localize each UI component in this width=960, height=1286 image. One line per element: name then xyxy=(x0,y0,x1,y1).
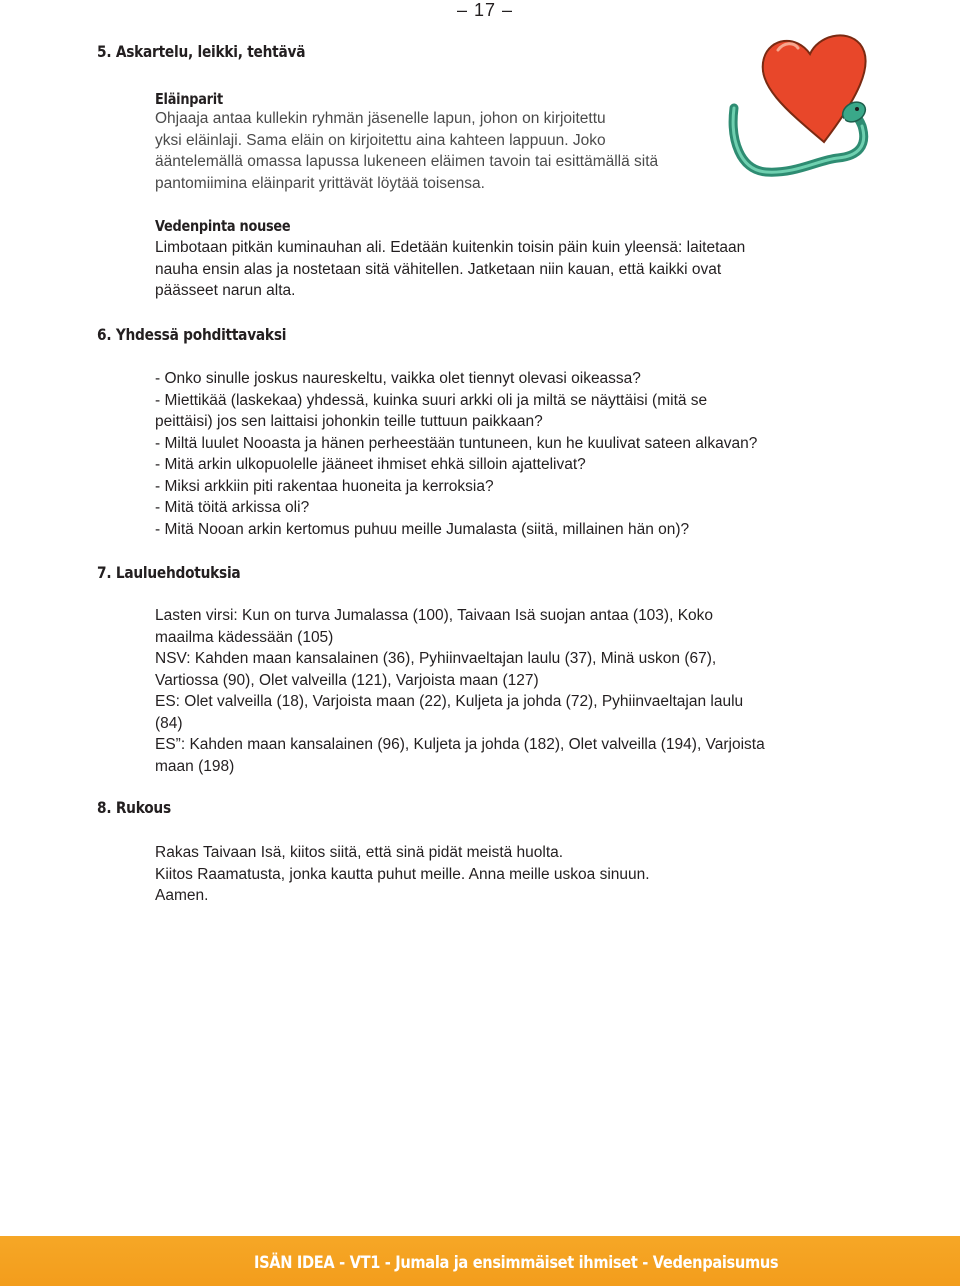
animal-pairs-text xyxy=(155,108,658,194)
question-line: - Mitä töitä arkissa oli? xyxy=(155,499,310,516)
question-line: - Miltä luulet Nooasta ja hänen perheestään tuntuneen, kun he kuulivat sateen alkavan? xyxy=(155,434,758,452)
song-line: maailma kädessään (105) xyxy=(155,628,334,646)
question-line: - Mitä Nooan arkin kertomus puhuu meille Jumalasta (siitä, millainen hän on)? xyxy=(155,520,690,538)
text-line: päässeet narun alta. xyxy=(155,282,296,299)
reflection-questions xyxy=(155,368,757,540)
page-number: – 17 – xyxy=(457,0,514,20)
song-suggestions xyxy=(155,605,765,777)
footer-text: ISÄN IDEA - VT1 - Jumala ja ensimmäiset ihmiset - Vedenpaisumus xyxy=(254,1253,779,1273)
song-line: ES”: Kahden maan kansalainen (96), Kuljeta ja johda (182), Olet valveilla (194), Varjoista xyxy=(155,736,765,753)
question-line: - Onko sinulle joskus naureskeltu, vaikka olet tiennyt olevasi oikeassa? xyxy=(155,370,641,387)
water-rising-title: Vedenpinta nousee xyxy=(155,217,291,235)
song-line: maan (198) xyxy=(155,757,235,775)
prayer-line: Rakas Taivaan Isä, kiitos siitä, että sinä pidät meistä huolta. xyxy=(155,844,564,861)
text-line: ääntelemällä omassa lapussa lukeneen eläimen tavoin tai esittämällä sitä xyxy=(155,153,659,170)
text-line: yksi eläinlaji. Sama eläin on kirjoitettu aina kahteen lappuun. Joko xyxy=(155,131,606,149)
prayer-text xyxy=(155,842,650,907)
section-7-heading: 7. Lauluehdotuksia xyxy=(97,563,241,582)
text-line: pantomiimina eläinparit yrittävät löytää toisensa. xyxy=(155,174,485,192)
heart-and-snake-illustration xyxy=(726,30,902,180)
song-line: Lasten virsi: Kun on turva Jumalassa (100), Taivaan Isä suojan antaa (103), Koko xyxy=(155,607,714,624)
text-line: Limbotaan pitkän kuminauhan ali. Edetään kuitenkin toisin päin kuin yleensä: laitetaan xyxy=(155,239,746,256)
song-line: (84) xyxy=(155,714,183,732)
animal-pairs-title: Eläinparit xyxy=(155,90,223,108)
text-line: nauha ensin alas ja nostetaan sitä vähitellen. Jatketaan niin kauan, että kaikki ovat xyxy=(155,260,722,278)
question-line: peittäisi) jos sen laittaisi johonkin teille tuttuun paikkaan? xyxy=(155,413,543,430)
song-line: Vartiossa (90), Olet valveilla (121), Varjoista maan (127) xyxy=(155,671,539,689)
song-line: ES: Olet valveilla (18), Varjoista maan (22), Kuljeta ja johda (72), Pyhiinvaeltajan laulu xyxy=(155,693,744,710)
section-5-heading: 5. Askartelu, leikki, tehtävä xyxy=(97,42,306,61)
prayer-line: Aamen. xyxy=(155,887,209,904)
water-rising-text xyxy=(155,237,745,302)
question-line: - Miettikää (laskekaa) yhdessä, kuinka suuri arkki oli ja miltä se näyttäisi (mitä se xyxy=(155,391,708,409)
prayer-line: Kiitos Raamatusta, jonka kautta puhut meille. Anna meille uskoa sinuun. xyxy=(155,865,650,883)
section-6-heading: 6. Yhdessä pohdittavaksi xyxy=(97,325,287,344)
footer-bar xyxy=(0,1236,960,1286)
song-line: NSV: Kahden maan kansalainen (36), Pyhiinvaeltajan laulu (37), Minä uskon (67), xyxy=(155,650,717,667)
question-line: - Mitä arkin ulkopuolelle jääneet ihmiset ehkä silloin ajattelivat? xyxy=(155,456,586,473)
section-8-heading: 8. Rukous xyxy=(97,798,171,817)
text-line: Ohjaaja antaa kullekin ryhmän jäsenelle lapun, johon on kirjoitettu xyxy=(155,110,606,127)
question-line: - Miksi arkkiin piti rakentaa huoneita ja kerroksia? xyxy=(155,477,494,495)
